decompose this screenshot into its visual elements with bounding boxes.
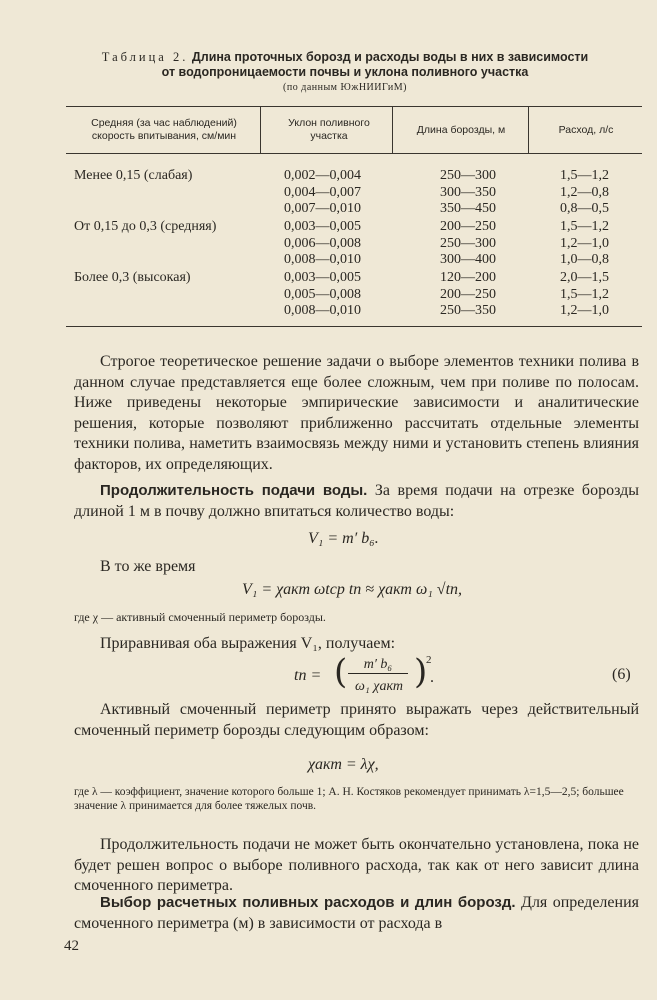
table-caption-source: (по данным ЮжНИИГиМ) (283, 82, 407, 93)
table-cell-slopes: 0,003—0,005 0,005—0,008 0,008—0,010 (284, 270, 361, 318)
table-top-rule (66, 106, 642, 107)
table-caption (40, 50, 650, 95)
formula: χакт = λχ, (308, 756, 379, 773)
table-row-label: Менее 0,15 (слабая) (74, 168, 193, 183)
paren-right: ) (414, 652, 428, 692)
table-bottom-rule (66, 326, 642, 327)
body-paragraph (74, 893, 639, 934)
table-caption-lead: Таблица 2. (101, 50, 189, 64)
formula: V₁ = m′ b₆. (308, 530, 379, 547)
formula-exponent: 2 (426, 654, 432, 666)
body-paragraph: Строгое теоретическое решение задачи о выборе элементов техники полива в данном случае представляется еще более сложным, чем при поливе по полосам. Ниже приведены некоторые эмпирические зависимости и аналитические решения, которые позволяют приближенно рассчитать отдельные элементы техники полива, наметить взаимосвязь между ними и установить степень влияния факторов, их определяющих. (74, 353, 639, 473)
table-header-cell: Расход, л/с (558, 124, 614, 136)
table-col-divider (260, 106, 261, 153)
table-cell-slopes: 0,003—0,005 0,006—0,008 0,008—0,010 (284, 219, 361, 267)
table-cell-lengths: 120—200 200—250 250—350 (440, 270, 496, 318)
section-heading: Выбор расчетных поливных расходов и длин борозд. (100, 894, 516, 911)
body-paragraph: Приравнивая оба выражения V₁, получаем: (100, 635, 396, 652)
table-header-cell: Длина борозды, м (416, 124, 506, 136)
table-cell-lengths: 250—300 300—350 350—450 (440, 168, 496, 216)
table-cell-flows: 1,5—1,2 1,2—1,0 1,0—0,8 (560, 219, 609, 267)
formula-note: где λ — коэффициент, значение которого больше 1; А. Н. Костяков рекомендует принимать λ=1,5—2,5; большее значение λ принимается для более тяжелых почв. (74, 786, 624, 812)
table-cell-slopes: 0,002—0,004 0,004—0,007 0,007—0,010 (284, 168, 361, 216)
body-paragraph: В то же время (100, 558, 196, 575)
formula-lhs: tп = (294, 667, 322, 684)
formula-note: где χ — активный смоченный периметр борозды. (74, 610, 326, 624)
equation-number: (6) (612, 666, 631, 683)
table-row-label: От 0,15 до 0,3 (средняя) (74, 219, 217, 234)
page-number: 42 (64, 938, 79, 954)
table-header-cell: Уклон поливного участка (288, 117, 370, 142)
table-caption-title-2: от водопроницаемости почвы и уклона поливного участка (161, 65, 529, 79)
formula-numerator: m′ b₆ (348, 657, 408, 674)
table-cell-flows: 2,0—1,5 1,5—1,2 1,2—1,0 (560, 270, 609, 318)
body-paragraph (74, 481, 639, 522)
body-text: За время подачи на отрезке борозды длиной 1 м в почву должно впитаться количество воды: (74, 482, 639, 520)
formula: V₁ = χакт ωtср tп ≈ χакт ω₁ √tп, (242, 581, 463, 598)
section-heading: Продолжительность подачи воды. (100, 482, 368, 499)
table-col-divider (528, 106, 529, 153)
formula-period: . (430, 669, 434, 686)
table-caption-title-1: Длина проточных борозд и расходы воды в них в зависимости (191, 50, 589, 64)
table-header-cell: Средняя (за час наблюдений) скорость впитывания, см/мин (91, 117, 237, 142)
body-text: Для определения смоченного периметра (м) в зависимости от расхода в (74, 894, 639, 932)
table-col-divider (392, 106, 393, 153)
body-paragraph: Продолжительность подачи не может быть окончательно установлена, пока не будет решен вопрос о выборе поливного расхода, так как от него зависит длина смоченного периметра. (74, 836, 639, 894)
table-header-rule (66, 153, 642, 154)
body-paragraph: Активный смоченный периметр принято выражать через действительный смоченный периметр борозды следующим образом: (74, 701, 639, 739)
paren-left: ( (334, 652, 348, 692)
table-cell-lengths: 200—250 250—300 300—400 (440, 219, 496, 267)
formula-denominator: ω₁ χакт (355, 679, 403, 694)
table-row-label: Более 0,3 (высокая) (74, 270, 191, 285)
table-cell-flows: 1,5—1,2 1,2—0,8 0,8—0,5 (560, 168, 609, 216)
